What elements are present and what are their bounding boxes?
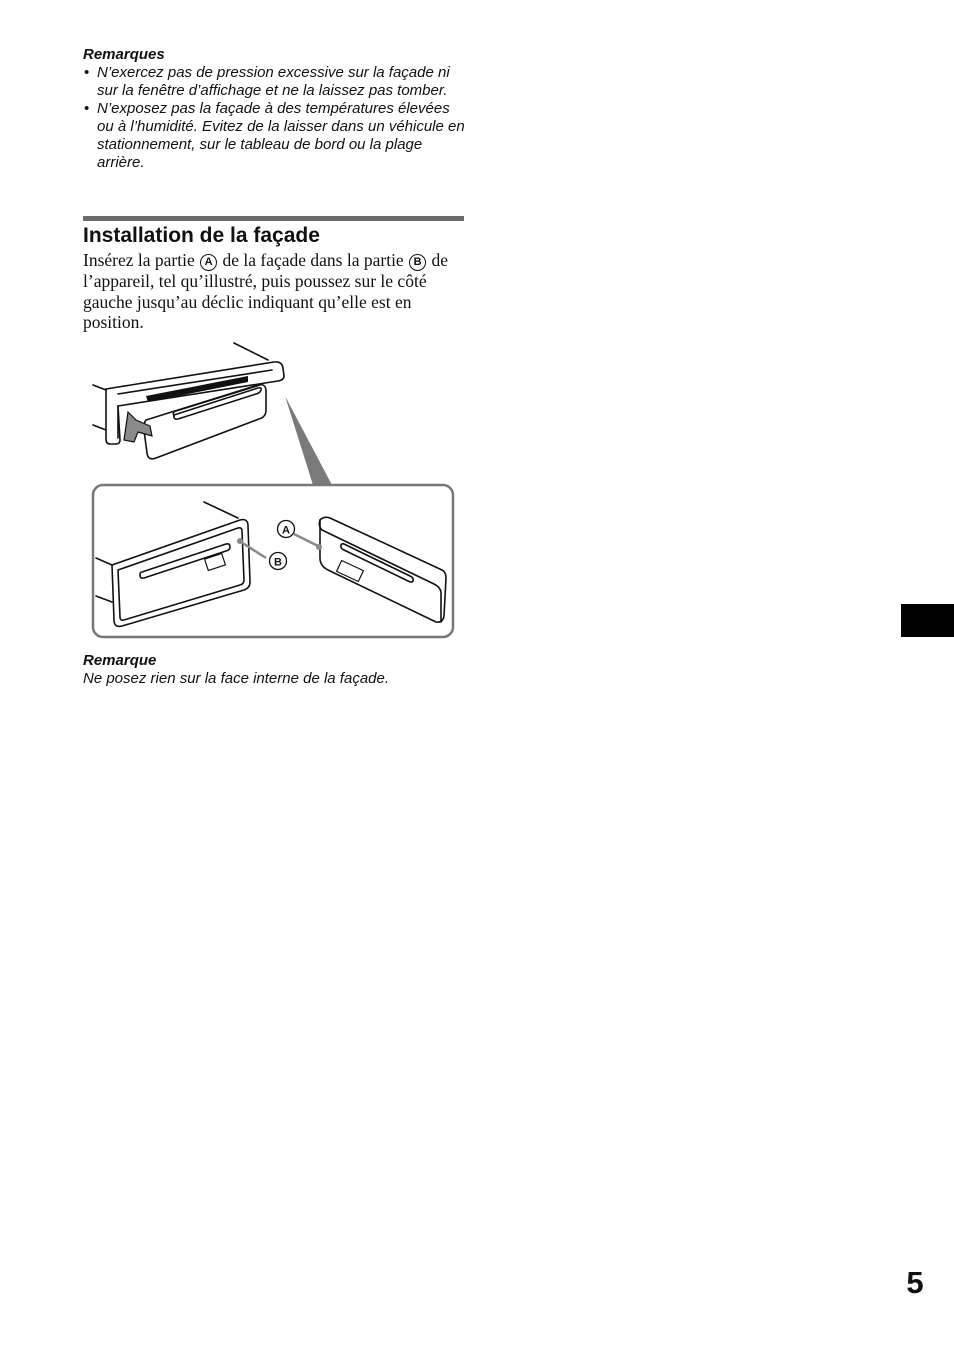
remarks-item: • N’exposez pas la façade à des températures élevées ou à l’humidité. Evitez de la laisser dans un véhicule en stationnement, sur le tableau de bord ou la plage arrière. <box>83 100 465 172</box>
section-rule <box>83 216 464 221</box>
remarks-item: • N’exercez pas de pression excessive sur la façade ni sur la fenêtre d’affichage et ne la laissez pas tomber. <box>83 64 465 100</box>
faceplate-illustration <box>88 340 460 642</box>
zoom-wedge <box>285 396 332 485</box>
leader-a-dot <box>316 544 322 550</box>
page-number: 5 <box>906 1265 924 1300</box>
body-text-3: de l’appareil, tel qu’illustré, puis poussez sur le côté gauche jusqu’au déclic indiquant qu’elle est en position. <box>83 250 448 332</box>
remark-text: Ne posez rien sur la face interne de la façade. <box>83 670 390 687</box>
remark-title: Remarque <box>83 652 157 669</box>
label-a: A <box>282 524 290 537</box>
unit-top <box>93 343 284 459</box>
remark-block <box>83 652 483 688</box>
section-body <box>83 250 465 333</box>
side-tab-marker <box>901 604 954 637</box>
body-text-1: Insérez la partie <box>83 250 200 270</box>
faceplate-drawing <box>88 340 460 642</box>
marker-a-icon: A <box>200 254 217 271</box>
body-text-2: de la façade dans la partie <box>218 250 409 270</box>
remarks-title: Remarques <box>83 46 165 63</box>
label-b: B <box>274 556 282 569</box>
leader-b-dot <box>237 538 243 544</box>
remarks-list <box>83 64 465 172</box>
marker-b-icon: B <box>409 254 426 271</box>
remarks-block <box>83 46 465 172</box>
section-title: Installation de la façade <box>83 224 320 247</box>
